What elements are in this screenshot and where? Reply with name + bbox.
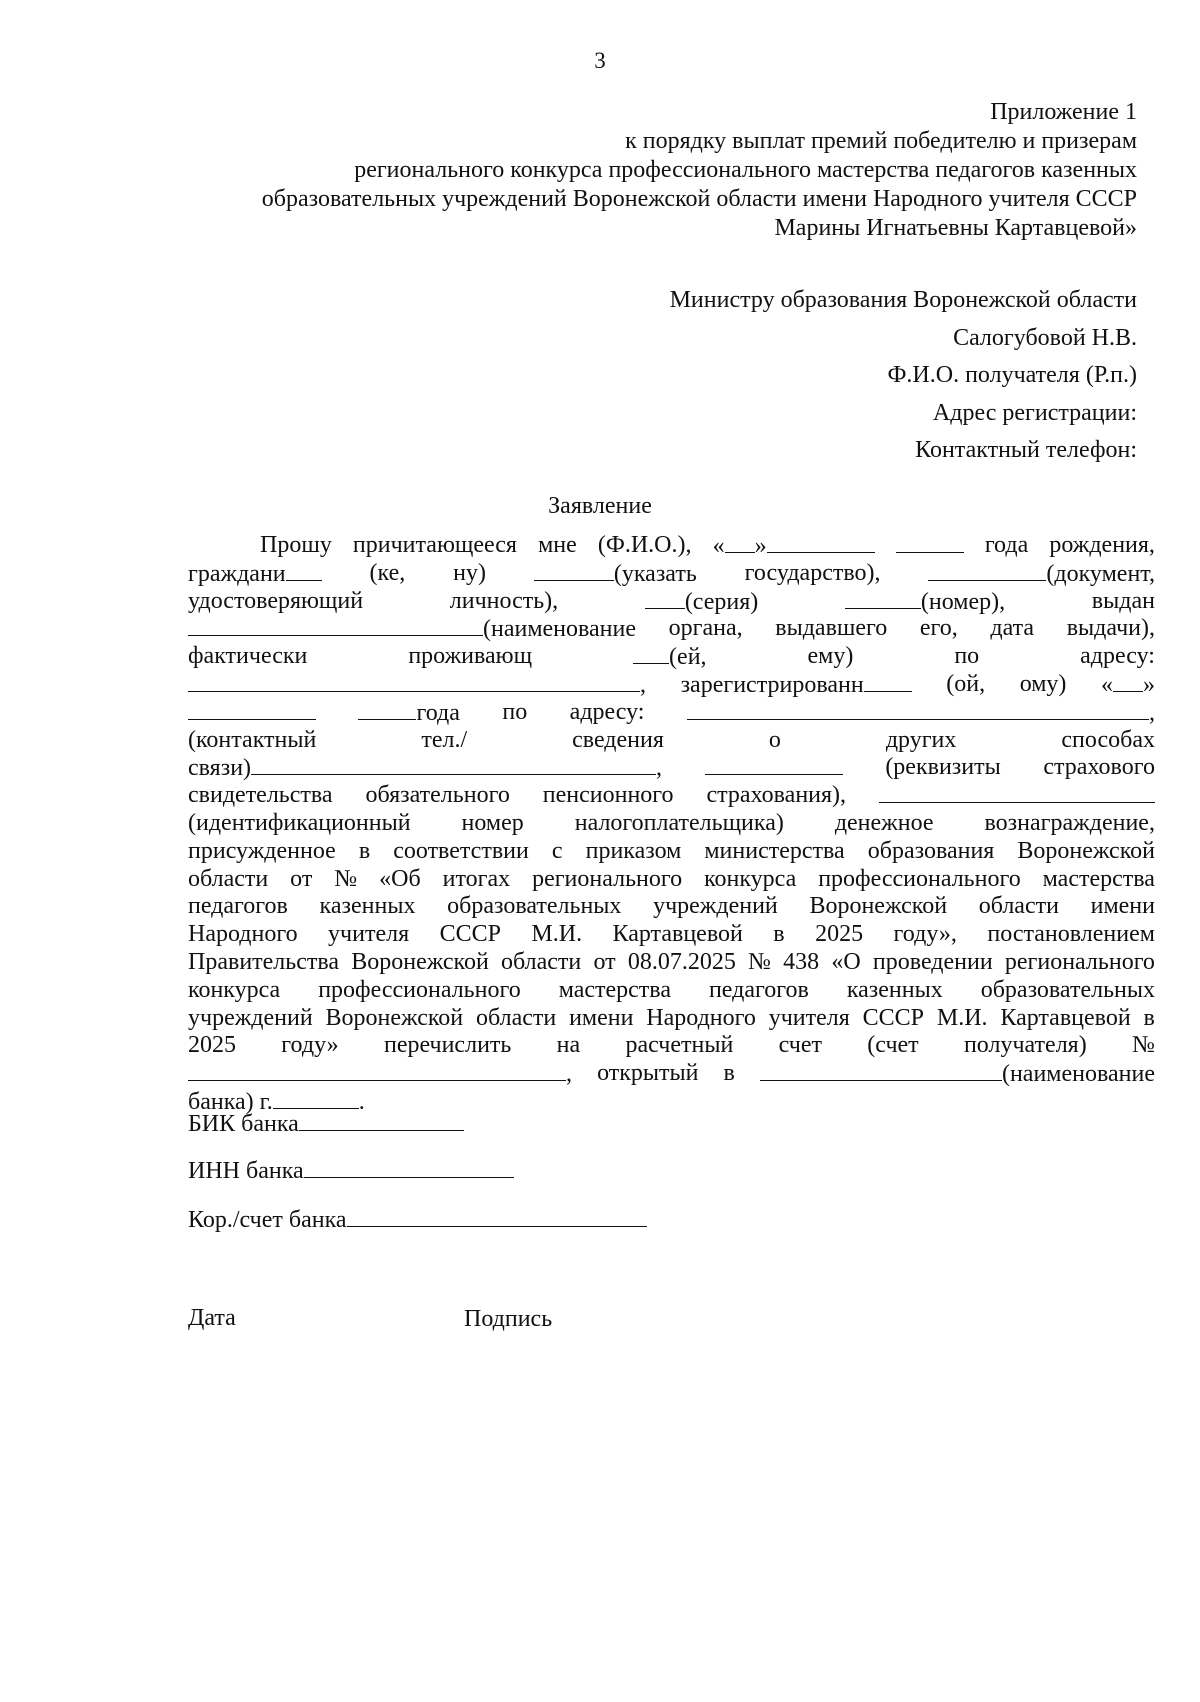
body-word: в — [1143, 1004, 1155, 1031]
body-word: Воронежской — [325, 1004, 464, 1031]
blank-line — [705, 754, 843, 775]
body-word: Воронежской — [809, 893, 948, 920]
body-word: году», — [893, 921, 957, 948]
body-word: дата — [990, 615, 1035, 642]
body-word: регионального — [532, 865, 683, 892]
body-word: Прошу — [260, 532, 332, 558]
body-word: тел./ — [421, 726, 468, 753]
body-word: ИНН банка — [188, 1158, 304, 1184]
body-word: государство), — [744, 559, 881, 586]
body-word: банка) г. — [188, 1088, 273, 1115]
body-word: (счет — [867, 1032, 919, 1059]
body-word: области — [475, 1004, 557, 1031]
body-word: года — [416, 699, 460, 726]
body-word: образовательных — [980, 976, 1155, 1003]
body-line — [188, 727, 1155, 755]
body-word: с — [551, 837, 563, 864]
body-word: на — [556, 1032, 581, 1059]
body-word: выдан — [1091, 587, 1155, 614]
body-word: (документ, — [1046, 560, 1155, 587]
body-line — [188, 810, 1155, 838]
body-word: , — [566, 1061, 572, 1088]
application-body — [188, 532, 1155, 1116]
body-word: выдачи), — [1066, 615, 1155, 642]
body-word: имени — [1090, 893, 1155, 920]
body-word: адресу: — [1080, 643, 1155, 670]
addressee-line: Адрес регистрации: — [932, 399, 1137, 426]
body-word: в — [723, 1060, 735, 1087]
blank-line — [767, 532, 875, 553]
blank-line — [251, 754, 656, 775]
body-word: вознаграждение, — [984, 809, 1155, 836]
body-word: (реквизиты — [885, 754, 1001, 781]
body-word: » — [754, 533, 767, 559]
body-word: профессионального — [818, 865, 1021, 892]
body-word: педагогов — [188, 893, 288, 920]
body-word: присужденное — [188, 837, 336, 864]
body-line — [188, 754, 1155, 782]
body-word: личность), — [449, 587, 559, 614]
body-word: « — [1101, 671, 1113, 698]
body-word: (Ф.И.О.), — [597, 532, 692, 558]
body-word: о — [768, 726, 781, 753]
blank-line — [534, 560, 614, 581]
body-word: по — [502, 698, 528, 725]
body-line — [188, 782, 1155, 810]
body-word: проведении — [872, 948, 993, 975]
appendix-line: образовательных учреждений Воронежской области имени Народного учителя СССР — [261, 186, 1137, 212]
body-word: налогоплательщика) — [574, 809, 784, 836]
body-word: 2025 — [188, 1032, 236, 1059]
body-word: министерства — [704, 837, 845, 864]
body-line — [188, 532, 1155, 560]
body-word: СССР — [439, 921, 501, 948]
body-word: удостоверяющий — [188, 587, 364, 614]
body-word: связи) — [188, 755, 252, 782]
body-word: года — [984, 532, 1029, 558]
body-line — [188, 838, 1155, 866]
blank-line — [845, 588, 921, 609]
body-word: БИК банка — [188, 1111, 299, 1137]
body-word: , — [1148, 699, 1155, 726]
blank-line — [358, 699, 416, 720]
appendix-line: Марины Игнатьевны Картавцевой» — [774, 215, 1137, 241]
body-word: регионального — [1004, 948, 1155, 975]
body-word: расчетный — [625, 1032, 734, 1059]
bik-field — [188, 1110, 464, 1138]
body-word: М.И. — [936, 1004, 988, 1031]
body-word: области — [978, 893, 1059, 920]
body-word: страхового — [1043, 754, 1155, 781]
body-word: страхования), — [706, 782, 847, 809]
body-word: от — [593, 948, 616, 975]
body-word: Картавцевой — [612, 921, 743, 948]
appendix-line: регионального конкурса профессионального мастерства педагогов казенных — [354, 157, 1137, 183]
body-word: приказом — [585, 837, 682, 864]
body-word: 08.07.2025 — [627, 948, 736, 975]
body-word: Картавцевой — [1000, 1004, 1131, 1031]
blank-line — [687, 699, 1149, 720]
body-word: в — [773, 921, 785, 948]
body-word: , — [640, 671, 646, 698]
addressee-block — [670, 282, 1137, 470]
addressee-line: Ф.И.О. получателя (Р.п.) — [887, 362, 1137, 388]
body-word: проживающ — [408, 643, 533, 670]
body-word: граждани — [188, 560, 286, 587]
body-word: мне — [538, 532, 577, 558]
body-word: от — [290, 865, 313, 892]
body-word: по — [954, 643, 980, 670]
appendix-line: Приложение 1 — [990, 99, 1137, 125]
body-word: № — [1132, 1032, 1155, 1059]
body-word: способах — [1061, 726, 1155, 753]
body-word: других — [885, 726, 957, 753]
body-word: педагогов — [708, 976, 809, 1003]
body-word: денежное — [834, 809, 934, 836]
appendix-header — [262, 98, 1137, 243]
body-line — [188, 671, 1155, 699]
body-word: зарегистрированн — [680, 671, 864, 698]
body-word: образования — [867, 837, 995, 864]
body-word: казенных — [846, 976, 943, 1003]
body-word: 2025 — [815, 921, 864, 948]
body-word: Воронежской — [351, 948, 489, 975]
body-word: (номер), — [920, 588, 1006, 615]
body-word: Воронежской — [1017, 837, 1155, 864]
body-word: учреждений — [188, 1004, 313, 1031]
body-word: профессионального — [318, 976, 521, 1003]
body-line — [188, 977, 1155, 1005]
document-title: Заявление — [548, 493, 652, 519]
body-word: учителя — [328, 921, 410, 948]
body-word: М.И. — [531, 921, 583, 948]
body-word: итогах — [442, 865, 511, 892]
body-word: казенных — [319, 893, 416, 920]
body-line — [188, 1005, 1155, 1033]
body-word: учреждений — [653, 893, 778, 920]
body-word: образовательных — [447, 893, 622, 920]
blank-line — [725, 532, 755, 553]
body-word: Народного — [188, 921, 298, 948]
body-line — [188, 615, 1155, 643]
body-line — [188, 643, 1155, 671]
body-word: (указать — [613, 560, 697, 587]
body-word: (идентификационный — [188, 809, 411, 836]
body-word: № — [748, 948, 771, 975]
body-line — [188, 1032, 1155, 1060]
year-blank — [896, 532, 964, 553]
blank-line — [188, 671, 640, 692]
body-word: в — [358, 837, 371, 864]
body-word: причитающееся — [352, 532, 517, 558]
blank-line — [286, 560, 322, 581]
body-word: № — [334, 865, 358, 892]
body-word: , — [656, 755, 663, 782]
blank-line — [864, 671, 912, 692]
blank-line — [188, 615, 483, 636]
body-word: области — [501, 948, 582, 975]
body-word: ну) — [453, 559, 486, 586]
body-line — [188, 921, 1155, 949]
body-word: органа, — [668, 615, 743, 642]
body-line — [188, 1060, 1155, 1088]
body-word: рождения, — [1049, 532, 1155, 558]
body-word: получателя) — [963, 1032, 1087, 1059]
body-word: учителя — [768, 1004, 850, 1031]
body-word: мастерства — [558, 976, 671, 1003]
body-word: » — [1143, 671, 1155, 698]
body-word: счет — [778, 1032, 822, 1059]
body-word: (контактный — [188, 726, 317, 753]
body-word: фактически — [188, 643, 308, 670]
body-word: (ей, — [669, 644, 707, 671]
signature-label: Подпись — [464, 1306, 553, 1332]
body-word: свидетельства — [188, 782, 333, 809]
body-word: Правительства — [188, 948, 340, 975]
body-word: (наименование — [1001, 1061, 1155, 1088]
body-word: конкурса — [704, 865, 797, 892]
body-word: ому) — [1019, 670, 1067, 697]
bik-blank — [299, 1110, 464, 1131]
kor-account-field — [188, 1206, 647, 1234]
body-word: 438 — [783, 948, 820, 975]
blank-line — [760, 1060, 1002, 1081]
body-word: его, — [919, 615, 958, 642]
body-word: конкурса — [188, 976, 281, 1003]
kor-account-blank — [347, 1206, 647, 1227]
body-word: обязательного — [365, 782, 510, 809]
body-word: (серия) — [684, 588, 759, 615]
body-line — [188, 588, 1155, 616]
body-word: году» — [281, 1032, 339, 1059]
body-word: постановлением — [987, 921, 1155, 948]
blank-line — [188, 699, 316, 720]
body-word: выдавшего — [775, 615, 888, 642]
body-word: « — [712, 533, 725, 559]
inn-blank — [304, 1157, 514, 1178]
body-line — [188, 949, 1155, 977]
addressee-line: Салогубовой Н.В. — [953, 324, 1137, 351]
body-word: (наименование — [483, 616, 637, 643]
body-line — [188, 560, 1155, 588]
inn-field — [188, 1157, 514, 1185]
body-word: перечислить — [383, 1032, 512, 1059]
body-word: . — [358, 1088, 365, 1115]
body-line — [188, 893, 1155, 921]
addressee-line: Министру образования Воронежской области — [669, 287, 1137, 313]
addressee-line: Контактный телефон: — [915, 437, 1137, 463]
body-word: (ой, — [946, 670, 986, 697]
body-word: сведения — [572, 726, 664, 753]
body-word: Народного — [646, 1004, 756, 1031]
body-line — [188, 699, 1155, 727]
body-line — [188, 866, 1155, 894]
body-word: мастерства — [1042, 865, 1155, 892]
body-word: имени — [569, 1004, 634, 1031]
blank-line — [645, 588, 685, 609]
date-label: Дата — [188, 1305, 236, 1331]
body-word: «О — [831, 948, 861, 975]
blank-line — [273, 1088, 359, 1109]
blank-line — [928, 560, 1046, 581]
body-word: «Об — [379, 865, 421, 892]
body-word: области — [188, 865, 269, 892]
body-word: пенсионного — [542, 782, 674, 809]
page-number: 3 — [594, 48, 606, 73]
body-word: номер — [461, 809, 524, 836]
blank-line — [1113, 671, 1143, 692]
appendix-line: к порядку выплат премий победителю и призерам — [625, 128, 1137, 154]
body-word: открытый — [597, 1060, 699, 1087]
blank-line — [879, 782, 1155, 803]
body-word: Кор./счет банка — [188, 1207, 347, 1233]
body-word: ему) — [807, 643, 854, 670]
body-word: СССР — [862, 1004, 925, 1031]
body-word: соответствии — [393, 837, 529, 864]
body-word: (ке, — [369, 559, 406, 586]
blank-line — [633, 643, 669, 664]
blank-line — [188, 1060, 566, 1081]
date-field — [713, 532, 875, 560]
body-word: адресу: — [569, 698, 645, 725]
